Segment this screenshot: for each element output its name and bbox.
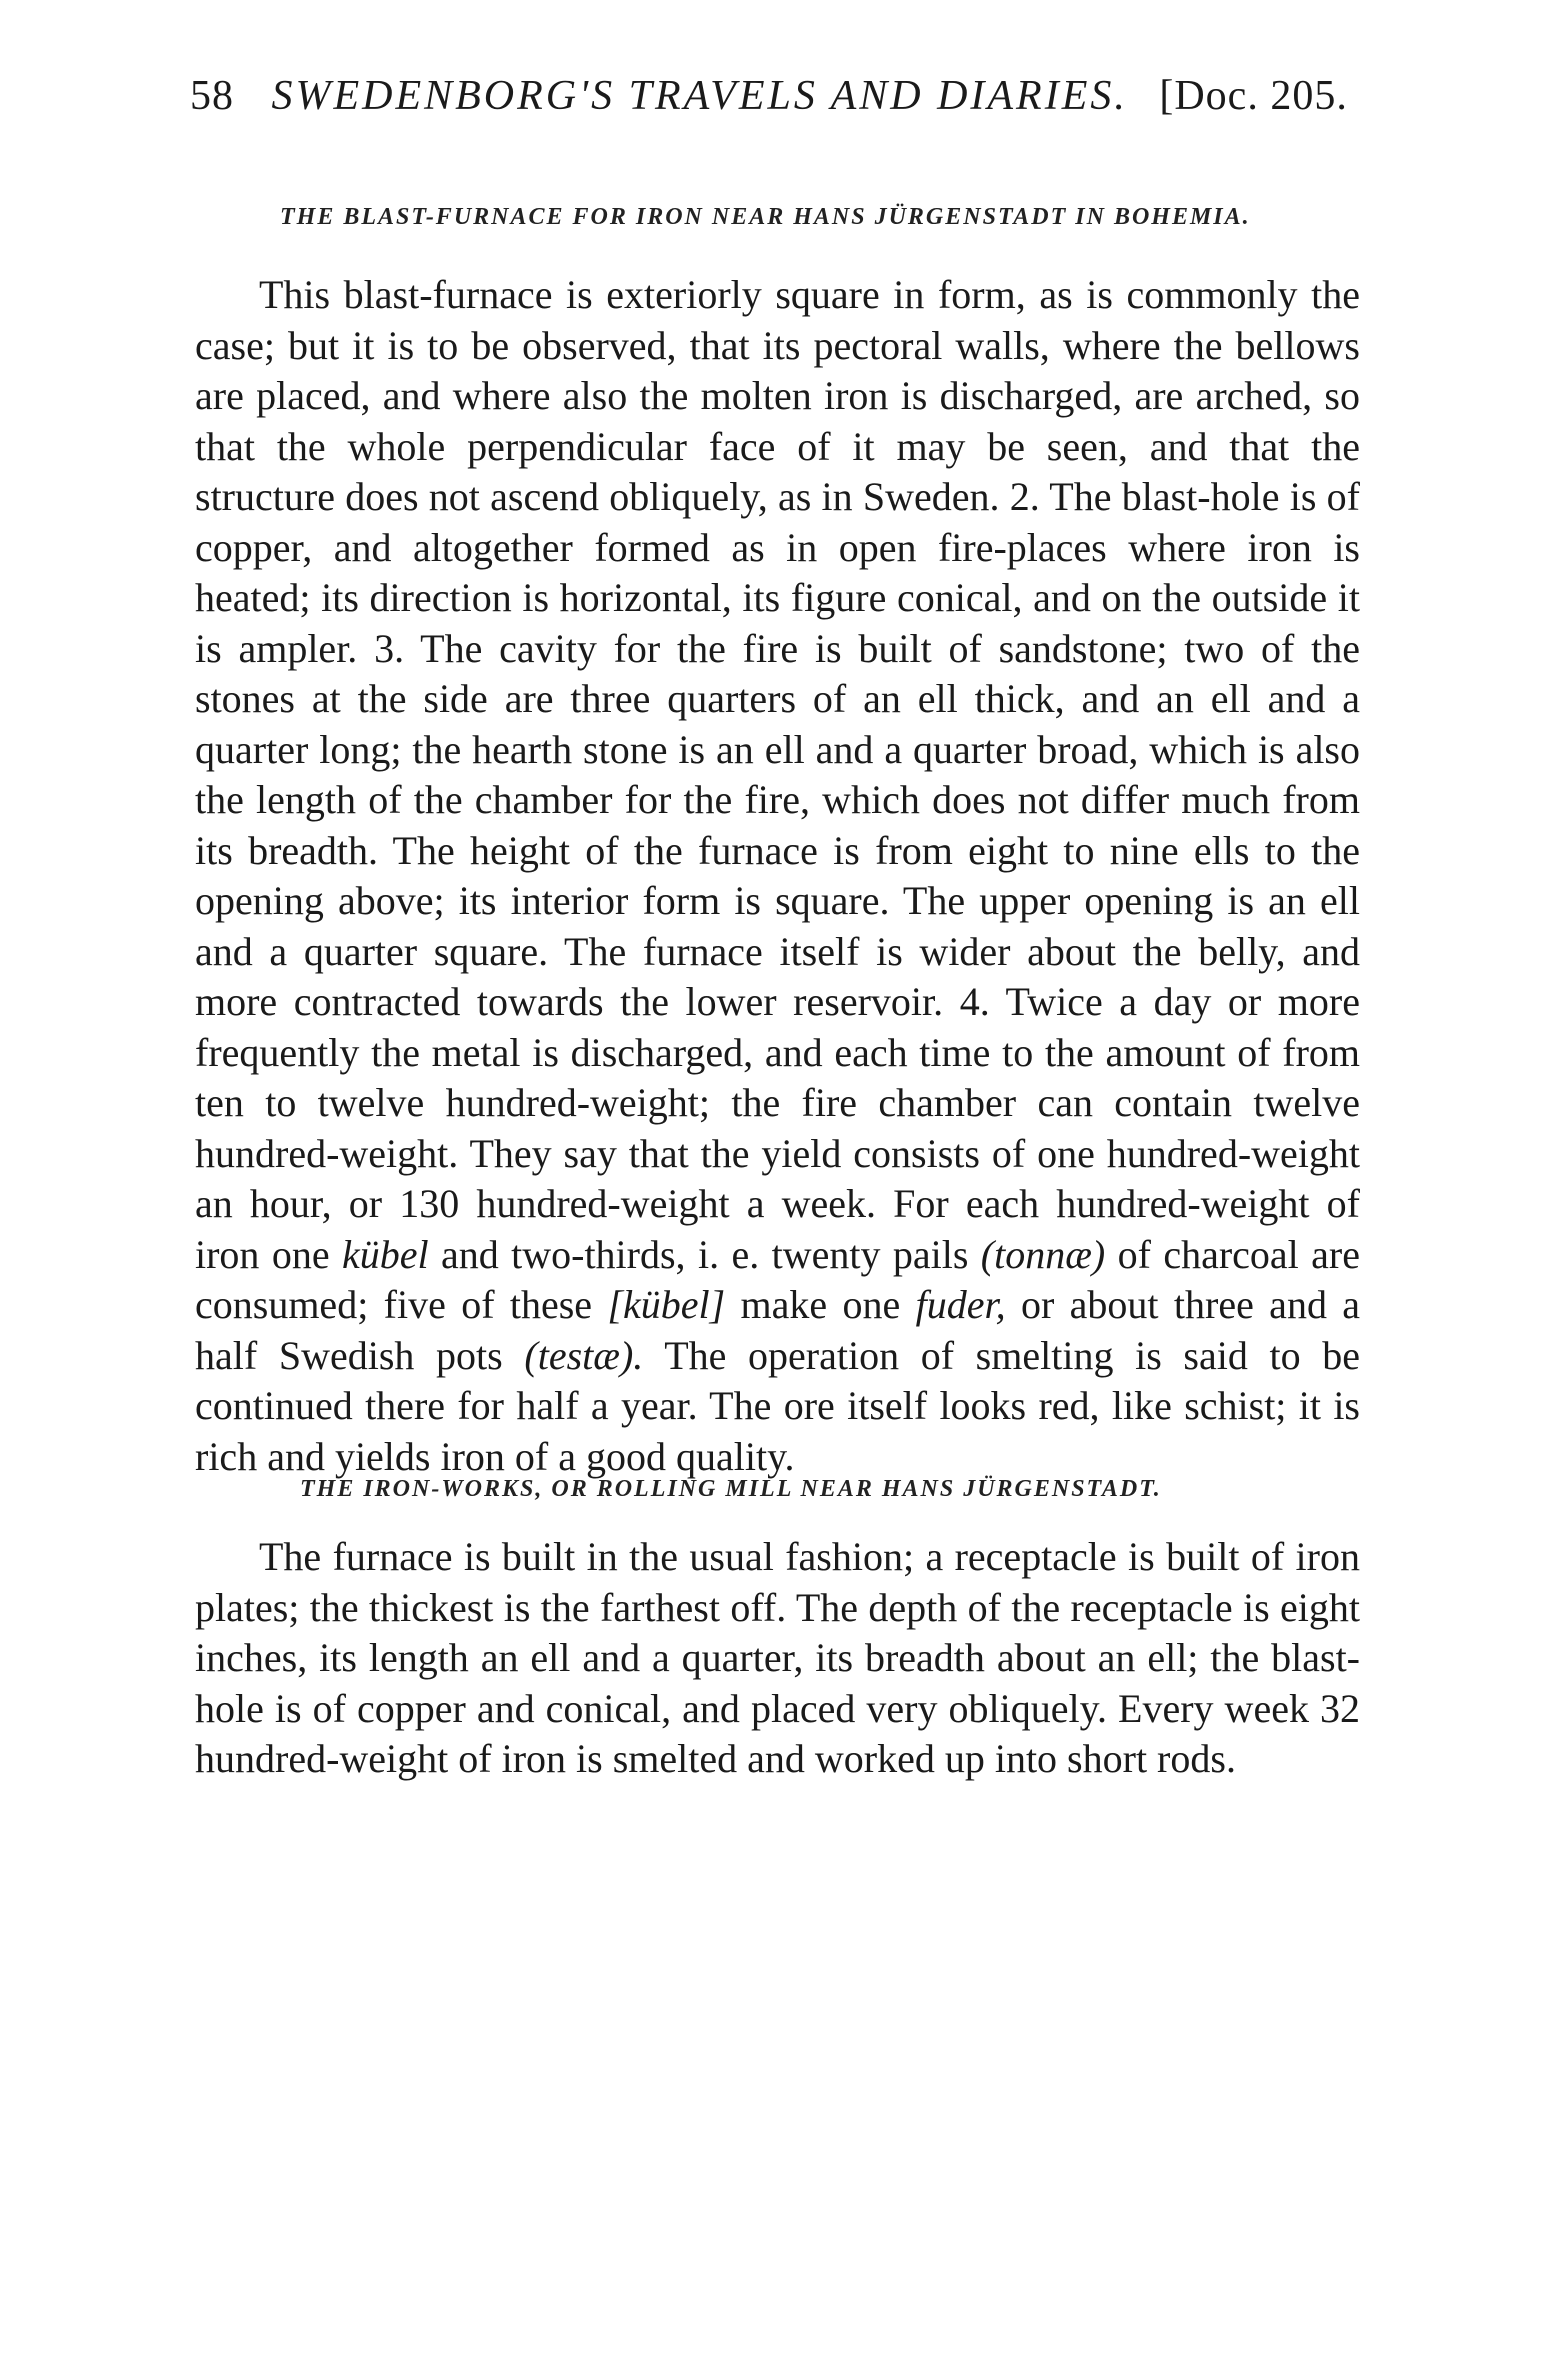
term-kubel-bracket: [kübel] (607, 1282, 726, 1327)
book-title: SWEDENBORG'S TRAVELS AND DIARIES. (271, 73, 1128, 119)
body-paragraph-iron-works: The furnace is built in the usual fashion; a receptacle is built of iron plates; the thickest is the farthest off. The depth of the receptacle is eight inches, its length an ell and a quarter, its breadth about an ell; the blast-hole is of copper and conical, and placed very obliquely. Every week 32 hundred-weight of iron is smelted and worked up into short rods. (195, 1534, 1360, 1781)
paragraph-text: The operation of smelting is said to be continued there for half a year. The ore itself looks red, like schist; it is rich and yields iron of a good quality. (195, 1332, 1361, 1479)
paragraph-text: of charcoal are consumed; five of these (195, 1231, 1361, 1327)
paragraph-text: and two-thirds, i. e. twenty pails (440, 1231, 969, 1277)
paragraph-text: or about three and a half Swedish pots (195, 1282, 1361, 1378)
paragraph-text: make one (740, 1282, 901, 1327)
term-fuder: fuder, (915, 1282, 1006, 1327)
document-reference: [Doc. 205. (1159, 73, 1348, 119)
page-number: 58 (190, 73, 234, 119)
paragraph-text: This blast-furnace is exteriorly square in form, as is commonly the case; but it is to be observed, that its pectoral walls, where the bellows are placed, and where also the molten iron is discharged, are arched, so that the whole perpendicular face of it may be seen, and that the structure does not ascend obliquely, as in Sweden. 2. The blast-hole is of copper, and altogether formed as in open fire-places where iron is heated; its direction is horizontal, its figure conical, and on the outside it is ampler. 3. The cavity for the fire is built of sandstone; two of the stones at the side are three quarters of an ell thick, and an ell and a quarter long; the hearth stone is an ell and a quarter broad, which is also the length of the chamber for the fire, which does not differ much from its breadth. The height of the furnace is from eight to nine ells to the opening above; its interior form is square. The upper opening is an ell and a quarter square. The furnace itself is wider about the belly, and more contracted towards the lower reservoir. 4. Twice a day or more frequently the metal is discharged, and each time to the amount of from ten to twelve hundred-weight; the fire chamber can contain twelve hundred-weight. They say that the yield consists of one hundred-weight an hour, or 130 hundred-weight a week. For each hundred-weight of iron one (195, 272, 1360, 1277)
section-heading-blast-furnace: THE BLAST-FURNACE FOR IRON NEAR HANS JÜRGENSTADT IN BOHEMIA. (280, 204, 1251, 230)
running-head (190, 70, 1370, 122)
body-paragraph-blast-furnace (195, 270, 1360, 1482)
term-kubel: kübel (341, 1231, 429, 1277)
section-heading-iron-works: THE IRON-WORKS, OR ROLLING MILL NEAR HANS JÜRGENSTADT. (300, 1476, 1162, 1502)
term-tonnae: (tonnæ) (980, 1231, 1106, 1277)
term-testae: (testæ). (524, 1332, 644, 1378)
